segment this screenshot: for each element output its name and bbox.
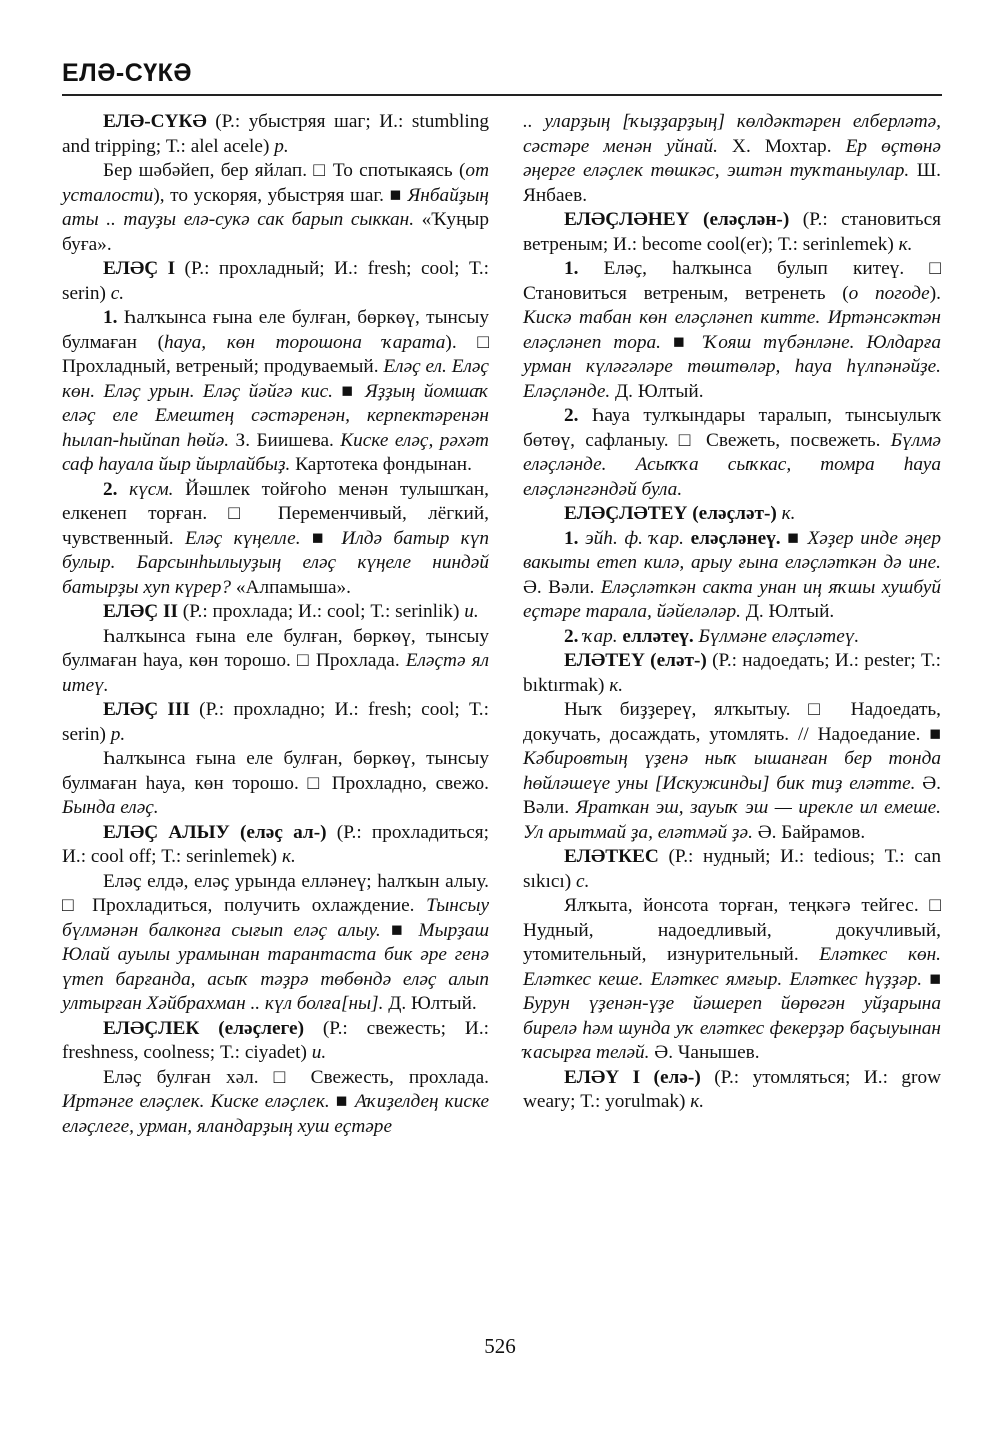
dictionary-paragraph-elaeteue-def	[523, 698, 941, 845]
definition-text: Йәшлек тойғоһо менән тулышҡан, елкенеп торған. □ Переменчивый, лёгкий, чувственный.	[62, 478, 489, 549]
definition-text: ). □ Прохладный, ветреный; продуваемый.	[62, 331, 489, 377]
definition-text: ■	[780, 527, 808, 549]
definition-text: Һалҡынса ғына еле булған, бөркөү, тынсыу булмаған һауа, көн торошо. □ Прохлада.	[62, 625, 489, 671]
definition-text: ■	[661, 331, 704, 353]
headword-text: ЕЛӘ-СҮКӘ	[103, 111, 207, 132]
definition-text: Ш. Янбаев.	[523, 160, 941, 206]
page-number: 526	[484, 1334, 516, 1358]
definition-text: «Алпамыша».	[231, 576, 351, 598]
definition-text: Еләҫ булған хәл. □ Свежесть, прохлада.	[103, 1066, 489, 1088]
example-text: Илдә батыр күп булыр. Барсынһылыуҙың еләҫ күңеле ниндәй батырҙы хуп күрер?	[62, 527, 489, 598]
definition-text: (Р.: нудный; И.: tedious; Т.: can sıkıcı)	[523, 846, 941, 892]
right-column	[523, 110, 941, 1115]
headword-text: ЕЛӘҪЛӘНЕҮ (еләҫлән-)	[564, 209, 790, 230]
example-text: күсм.	[129, 478, 174, 500]
definition-text: Һауа тулҡындары таралып, тынсыулыҡ бөтөү, сафланыу. □ Свежеть, посвежеть.	[523, 405, 941, 451]
running-header-title: ЕЛӘ-СҮКӘ	[62, 59, 193, 87]
definition-text: Еләҫ елдә, еләҫ урында елләнеү; һалҡын алыу. □ Прохладиться, получить охлаждение.	[62, 870, 489, 916]
example-text: Яраткан эш, зауыҡ эш — ирекле ил емеше. Ул арытмай ҙа, еләтмәй ҙә.	[523, 797, 941, 843]
example-text: к.	[781, 503, 796, 524]
example-text: Еләҫ ел. Еләҫ көн. Еләҫ урын. Еләҫ йәйгә кис.	[62, 356, 489, 402]
example-text: к.	[609, 674, 624, 696]
example-text: .. уларҙың [ҡыҙҙарҙың] көлдәктәрен елберләтә, сәстәре менән уйнай.	[523, 111, 941, 157]
definition-text	[117, 479, 129, 500]
example-text: и.	[464, 601, 479, 622]
definition-text: ■	[333, 380, 366, 402]
headword-text: ЕЛӘҪ II	[103, 601, 178, 622]
dictionary-paragraph-elaec-3-def	[62, 747, 489, 821]
example-text: Еләҫ күңелле.	[184, 527, 301, 549]
example-text: Еләткес көн. Еләткес кеше. Еләткес ямғыр. Еләткес һүҙҙәр.	[523, 944, 941, 990]
definition-text: Һалҡынса ғына еле булған, бөркөү, тынсыу булмаған (	[62, 307, 489, 353]
definition-text: Ә. Чанышев.	[649, 1042, 760, 1063]
definition-text: Д. Юлтый.	[740, 601, 835, 622]
example-text: Хәҙер инде әңер вакыты етеп килә, арыу ғына еләҫләткән дә ине.	[523, 527, 941, 573]
example-text: р.	[110, 723, 126, 745]
example-text: Ҡояш түбәнләне. Юлдарға урман күләгәләре төштөләр, һауа һүлпәнәйҙе. Еләҫләнде.	[523, 331, 941, 402]
dictionary-paragraph-elaeclek-def	[62, 1066, 489, 1140]
definition-text: (Р.: свежесть; И.: freshness, coolness; Т.: ciyadet)	[62, 1017, 489, 1063]
dictionary-paragraph-elaec-alyu-def	[62, 870, 489, 1017]
example-text: Еләҫләткән сакта унан иң яҡшы хушбуй еҫтәре тарала, йәйеләләр.	[523, 576, 941, 622]
dictionary-paragraph-elae-suekae-def	[62, 159, 489, 257]
example-text: Ер өҫтөнә әңерге еләҫлек төшкәс, эштән туҡтаныулар.	[523, 135, 941, 181]
dictionary-paragraph-elaeclaenaeue-2	[523, 404, 941, 502]
headword-text: елләтеү.	[622, 625, 694, 647]
header-rule	[62, 94, 942, 96]
example-text: и.	[311, 1042, 327, 1063]
example-text: к.	[690, 1091, 705, 1112]
headword-text: ЕЛӘТКЕС	[564, 846, 659, 867]
definition-text: (Р.: надоедать; И.: pester; Т.: bıktırmak)	[523, 650, 942, 696]
definition-text: Ныҡ биҙҙереү, ялҡытыу. □ Надоедать, докучать, досаждать, утомлять. // Надоедание. ■	[523, 699, 941, 745]
dictionary-paragraph-elae-suekae	[62, 110, 489, 159]
example-text: Кискә табан көн еләҫләнеп китте. Иртәнсәктән еләҫләнеп тора.	[523, 307, 941, 353]
example-text: Аҡиҙелдең киске еләҫлеге, урман, яландарҙың хуш еҫтәре	[62, 1091, 489, 1137]
headword-text: 2.	[564, 625, 579, 647]
headword-text: еләҫләнеү.	[690, 527, 781, 549]
example-text: Мырҙаш Юлай ауылы урамынан тарантаста бик әре генә үтеп барғанда, асыҡ тәҙрә төбөндә еләҫ алып ултырған Хәйбрахман .. күл болға[ны].	[62, 919, 489, 1014]
dictionary-paragraph-elaetkes	[523, 845, 941, 894]
dictionary-paragraph-elaeclek	[62, 1017, 489, 1066]
definition-text: Ә. Вәли.	[523, 576, 601, 598]
example-text: Янбайҙың аты .. тауҙы елә-сукә сак барып сыккан.	[62, 184, 489, 230]
headword-text: 2.	[564, 405, 579, 426]
dictionary-paragraph-elaeclaeteue-2	[523, 625, 941, 650]
example-text: Еләҫтә ял итеү.	[62, 650, 489, 696]
definition-text: Бер шәбәйеп, бер яйлап. □ То спотыкаясь (	[103, 160, 466, 181]
dictionary-paragraph-elaec-2-def	[62, 625, 489, 699]
example-text: һауа, көн торошона ҡарата	[164, 331, 446, 353]
definition-text: «Ҡуңыр буға».	[62, 209, 489, 255]
headword-text: ЕЛӘҪ I	[103, 258, 176, 279]
left-column	[62, 110, 489, 1139]
headword-text: 1.	[564, 527, 579, 549]
example-text: с.	[110, 282, 125, 304]
definition-text: Һалҡынса ғына еле булған, бөркөү, тынсыу булмаған һауа, көн торошо. □ Прохладно, свежо.	[62, 748, 489, 794]
definition-text: ■	[329, 1091, 355, 1112]
example-text: Бында еләҫ.	[62, 797, 159, 818]
example-text: Бүлмәне еләҫләтеү.	[698, 625, 860, 647]
example-text: эйһ. ф. ҡар.	[585, 527, 684, 549]
example-text: Кәбировтың үҙенә ныҡ ышанған бер тонда һөйләшеүе уны [Искужинды] бик тиҙ еләтте.	[523, 748, 941, 794]
dictionary-paragraph-elaec-alyu	[62, 821, 489, 870]
headword-text: ЕЛӘҮ I (елә-)	[564, 1066, 701, 1088]
definition-text: З. Биишева.	[229, 429, 341, 451]
headword-text: ЕЛӘҪ АЛЫУ (еләҫ ал-)	[103, 821, 327, 843]
dictionary-paragraph-elaec-1-sense-1	[62, 306, 489, 478]
definition-text: Д. Юлтый.	[610, 380, 704, 402]
definition-text: (Р.: утомляться; И.: grow weary; Т.: yorulmak)	[523, 1066, 942, 1112]
example-text: о погоде	[848, 282, 930, 304]
dictionary-paragraph-elaeclaeteue	[523, 502, 941, 527]
headword-text: 1.	[103, 307, 118, 328]
definition-text: Х. Мохтар.	[717, 135, 846, 157]
dictionary-paragraph-elaeclaenaeue-1	[523, 257, 941, 404]
definition-text: (Р.: прохладиться; И.: cool off; Т.: serinlemek)	[62, 821, 490, 867]
definition-text: (Р.: убыстряя шаг; И.: stumbling and tripping; Т.: alel acele)	[62, 111, 489, 157]
definition-text: Д. Юлтый.	[383, 993, 477, 1014]
dictionary-paragraph-elaetkes-def	[523, 894, 941, 1066]
headword-text: 1.	[564, 258, 579, 279]
running-header	[62, 58, 942, 88]
definition-text: Еләҫ, һалҡынса булып китеү. □ Становиться ветреным, ветренеть (	[523, 258, 941, 304]
headword-text: ЕЛӘҪЛЕК (еләҫлеге)	[103, 1017, 304, 1039]
definition-text: (Р.: прохлада; И.: cool; Т.: serinlik)	[177, 601, 465, 622]
example-text: Бүлмә еләҫләнде. Асыҡҡа сыҡкас, томра һауа еләҫләнгәндәй була.	[523, 429, 941, 500]
definition-text	[684, 528, 691, 549]
example-text: ҡар.	[583, 625, 618, 647]
definition-text: ), то ускоряя, убыстряя шаг. ■	[153, 184, 408, 206]
headword-text: ЕЛӘҪЛӘТЕҮ (еләҫләт-)	[564, 503, 777, 524]
dictionary-paragraph-elaec-1	[62, 257, 489, 306]
definition-text: Ә. Байрамов.	[752, 821, 866, 843]
definition-text: (Р.: прохладный; И.: fresh; cool; Т.: serin)	[62, 258, 489, 304]
headword-text: ЕЛӘҪ III	[103, 699, 190, 720]
example-text: Яҙҙың йомшаҡ еләҫ еле Емештең сәстәренән, керпектәренән һылап-һыйпап һөйә.	[62, 380, 489, 451]
example-text: от усталости	[62, 160, 489, 206]
definition-text: (Р.: прохладно; И.: fresh; cool; Т.: serin)	[62, 699, 489, 745]
definition-text: (Р.: становиться ветреным; И.: become cool(er); Т.: serinlemek)	[523, 209, 941, 255]
definition-text: Ялҡыта, йонсота торған, теңкәгә тейгес. □ Нудный, надоедливый, докучливый, утомительный, изнурительный.	[523, 895, 941, 965]
example-text: с.	[576, 870, 590, 892]
dictionary-paragraph-elaec-1-sense-2	[62, 478, 489, 601]
definition-text: Ә. Вәли.	[523, 772, 941, 818]
definition-text: ■	[380, 919, 419, 941]
dictionary-paragraph-elaeteue	[523, 649, 941, 698]
example-text: Иртәнге еләҫлек. Киске еләҫлек.	[62, 1091, 330, 1112]
dictionary-paragraph-elaeclaenaeue	[523, 208, 941, 257]
headword-text: 2.	[103, 478, 118, 500]
definition-text: ■	[300, 527, 342, 549]
example-text: к.	[898, 233, 913, 255]
definition-text: ■	[922, 968, 941, 990]
example-text: Бурун үҙенән-үҙе йәшереп йөрөгән уйҙарына бирелә һәм шунда уҡ еләткес фекерҙәр баҫыуынан ҡасырға теләй.	[523, 993, 941, 1063]
example-text: Киске еләҫ, рәхәт саф һауала йыр йырлайбыҙ.	[62, 429, 489, 475]
dictionary-paragraph-elaec-3	[62, 698, 489, 747]
example-text: к.	[281, 846, 296, 867]
dictionary-paragraph-elaec-2	[62, 600, 489, 625]
dictionary-paragraph-elaeclek-cont	[523, 110, 941, 208]
example-text: р.	[274, 135, 289, 157]
dictionary-paragraph-elaeue-1	[523, 1066, 941, 1115]
example-text: Тынсыу бүлмәнән балконға сығып еләҫ алыу.	[62, 895, 489, 941]
headword-text: ЕЛӘТЕҮ (еләт-)	[564, 650, 707, 671]
definition-text: ).	[929, 282, 941, 304]
dictionary-paragraph-elaeclaeteue-1	[523, 527, 941, 625]
definition-text: Картотека фондынан.	[290, 454, 472, 475]
